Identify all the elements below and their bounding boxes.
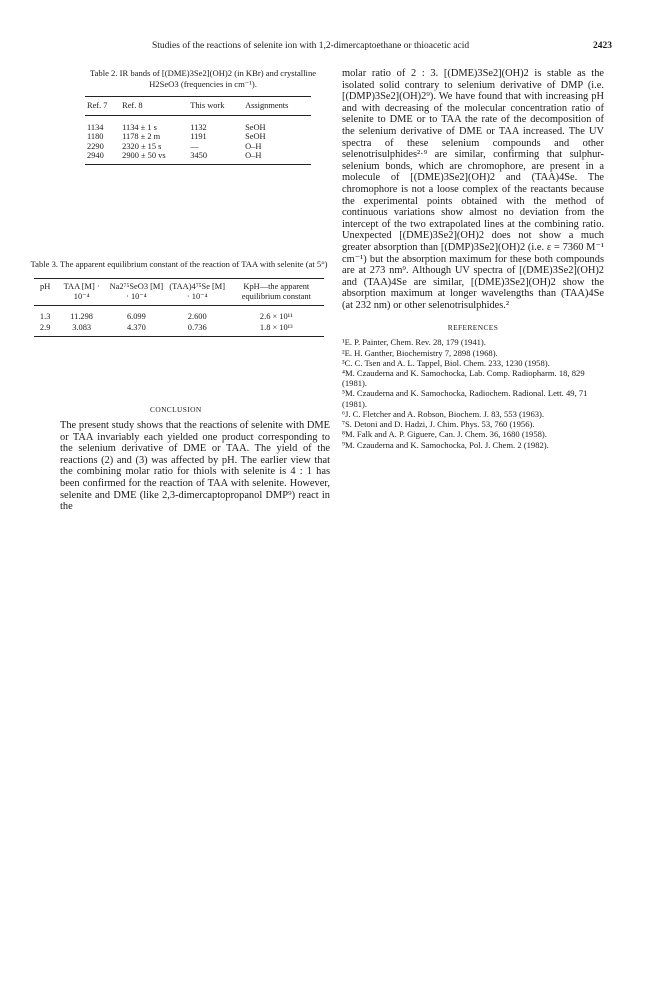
table3-header-cell: (TAA)4⁷⁵Se [M] · 10⁻⁴ xyxy=(166,278,229,305)
table-cell: 3.083 xyxy=(56,322,107,336)
table-cell: O–H xyxy=(245,141,262,151)
table2 xyxy=(85,96,311,165)
table2-header-cell: This work xyxy=(188,97,243,116)
table3-block xyxy=(28,259,330,337)
table3 xyxy=(34,278,324,337)
table2-header-cell: Ref. 7 xyxy=(85,97,120,116)
reference-item: ⁸M. Falk and A. P. Giguere, Can. J. Chem. 36, 1680 (1958). xyxy=(342,429,547,440)
conclusion-paragraph: The present study shows that the reactions of selenite with DME or TAA invariably each yielded one product corresponding to the selenium derivative of DME or TAA. The yield of the reactions (2) and (3) was affected by pH. The earlier view that the combining molar ratio for thiols with selenite is 4 : 1 has been confirmed for the reaction of TAA with selenite. However, selenite and DME (like 2,3-dimercaptopropanol DMP⁹) react in the xyxy=(60,420,330,513)
body-paragraph: molar ratio of 2 : 3. [(DME)3Se2](OH)2 is stable as the isolated solid contrary to selenium derivative of DMP (i.e. [(DMP)3Se2](OH)2⁹). We have found that with increasing pH and with decreasing of the molecular concentration ratio of selenite to DME or to TAA the rate of the decomposition of the selenium derivative of DME or TAA increased. The UV spectra of these selenium compounds and other selenotrisulphides²·⁹ are similar, confirming that sulphur-selenium bonds, which are chromophore, are present in a molecule of [(DME)3Se2](OH)2 and (TAA)4Se. The chromophore is not a loose complex of the reactants because the experimental points obtained with the method of continuous variations show almost no deviation from the intercept of the two extrapolated lines at the combining ratio. Unexpected [(DME)3Se2](OH)2 does not show a much greater absorption than [(DMP)3Se2](OH)2 (i.e. ε = 7360 M⁻¹ cm⁻¹) but the absorption maximum for these both compounds are at 273 nm⁹. Although UV spectra of [(DME)3Se2](OH)2 and (TAA)4Se are similar, [(DME)3Se2](OH)2 show the absorption maximum at longer wavelengths than (TAA)4Se (at 232 nm) or other selenotrisulphides.² xyxy=(342,68,604,311)
table-cell: 2.600 xyxy=(187,311,207,321)
right-column xyxy=(342,68,604,450)
table3-header-cell: pH xyxy=(34,278,56,305)
table-row xyxy=(34,322,324,336)
running-head xyxy=(72,41,612,55)
table3-header-row xyxy=(34,278,324,305)
references-heading: REFERENCES xyxy=(447,323,499,333)
reference-item: ⁶J. C. Fletcher and A. Robson, Biochem. J. 83, 553 (1963). xyxy=(342,408,545,419)
table-cell: 6.099 xyxy=(126,311,146,321)
table-cell: 2900 ± 50 vs xyxy=(120,151,188,164)
running-title: Studies of the reactions of selenite ion with 1,2-dimercaptoethane or thioacetic acid xyxy=(152,41,470,51)
table-cell: 1180 xyxy=(87,132,104,142)
table-row xyxy=(34,305,324,322)
table2-caption: Table 2. IR bands of [(DME)3Se2](OH)2 (in KBr) and crystalline H2SeO3 (frequencies in cm⁻¹). xyxy=(89,68,317,89)
table-cell: — xyxy=(190,141,199,151)
table-cell: 1134 ± 1 s xyxy=(122,122,157,132)
table3-header-cell: Na2⁷⁵SeO3 [M] · 10⁻⁴ xyxy=(107,278,166,305)
table-row xyxy=(85,151,311,164)
conclusion-heading: CONCLUSION xyxy=(150,405,202,414)
table-cell: 2320 ± 15 s xyxy=(122,141,162,151)
table-cell: 1178 ± 2 m xyxy=(122,132,161,142)
table-cell: 1.3 xyxy=(39,311,51,321)
reference-item: ⁵M. Czauderna and K. Samochocka, Radiochem. Radional. Lett. 49, 71 (1981). xyxy=(342,388,588,409)
table3-caption: Table 3. The apparent equilibrium constant of the reaction of TAA with selenite (at 5°) xyxy=(30,259,328,269)
table-cell: 11.298 xyxy=(70,311,93,321)
table-cell: 1134 xyxy=(87,122,104,132)
page-number: 2423 xyxy=(593,41,612,51)
table-cell: 2.6 × 10¹¹ xyxy=(259,311,293,321)
table-cell: 1132 xyxy=(190,122,207,132)
table-cell: 1191 xyxy=(190,132,207,142)
reference-item: ⁴M. Czauderna and K. Samochocka, Lab. Comp. Radiopharm. 18, 829 (1981). xyxy=(342,368,585,389)
table-cell: 2.9 xyxy=(34,322,56,336)
table-row xyxy=(85,115,311,132)
table-row xyxy=(85,142,311,152)
references-list xyxy=(342,337,604,449)
table-cell: 1.8 × 10¹³ xyxy=(229,322,324,336)
table3-header-cell: TAA [M] · 10⁻⁴ xyxy=(56,278,107,305)
table-cell: 2940 xyxy=(85,151,120,164)
reference-item: ²E. H. Ganther, Biochemistry 7, 2898 (1968). xyxy=(342,347,498,358)
table-row xyxy=(85,132,311,142)
reference-item: ¹E. P. Painter, Chem. Rev. 28, 179 (1941). xyxy=(342,337,486,348)
reference-item: ⁷S. Detoni and D. Hadzi, J. Chim. Phys. 53, 760 (1956). xyxy=(342,419,535,430)
table-cell: 2290 xyxy=(87,141,104,151)
table-cell: SeOH xyxy=(245,122,266,132)
table2-header-cell: Ref. 8 xyxy=(120,97,188,116)
table2-header-row xyxy=(85,97,311,116)
table3-header-cell: KpH—the apparent equilibrium constant xyxy=(229,278,324,305)
table2-header-cell: Assignments xyxy=(243,97,311,116)
reference-item: ³C. C. Tsen and A. L. Tappel, Biol. Chem. 233, 1230 (1958). xyxy=(342,357,550,368)
table-cell: 0.736 xyxy=(166,322,229,336)
table-cell: SeOH xyxy=(245,132,266,142)
table-cell: O–H xyxy=(243,151,311,164)
table-cell: 4.370 xyxy=(107,322,166,336)
table-cell: 3450 xyxy=(188,151,243,164)
reference-item: ⁹M. Czauderna and K. Samochocka, Pol. J. Chem. 2 (1982). xyxy=(342,439,549,450)
left-column xyxy=(30,68,331,333)
